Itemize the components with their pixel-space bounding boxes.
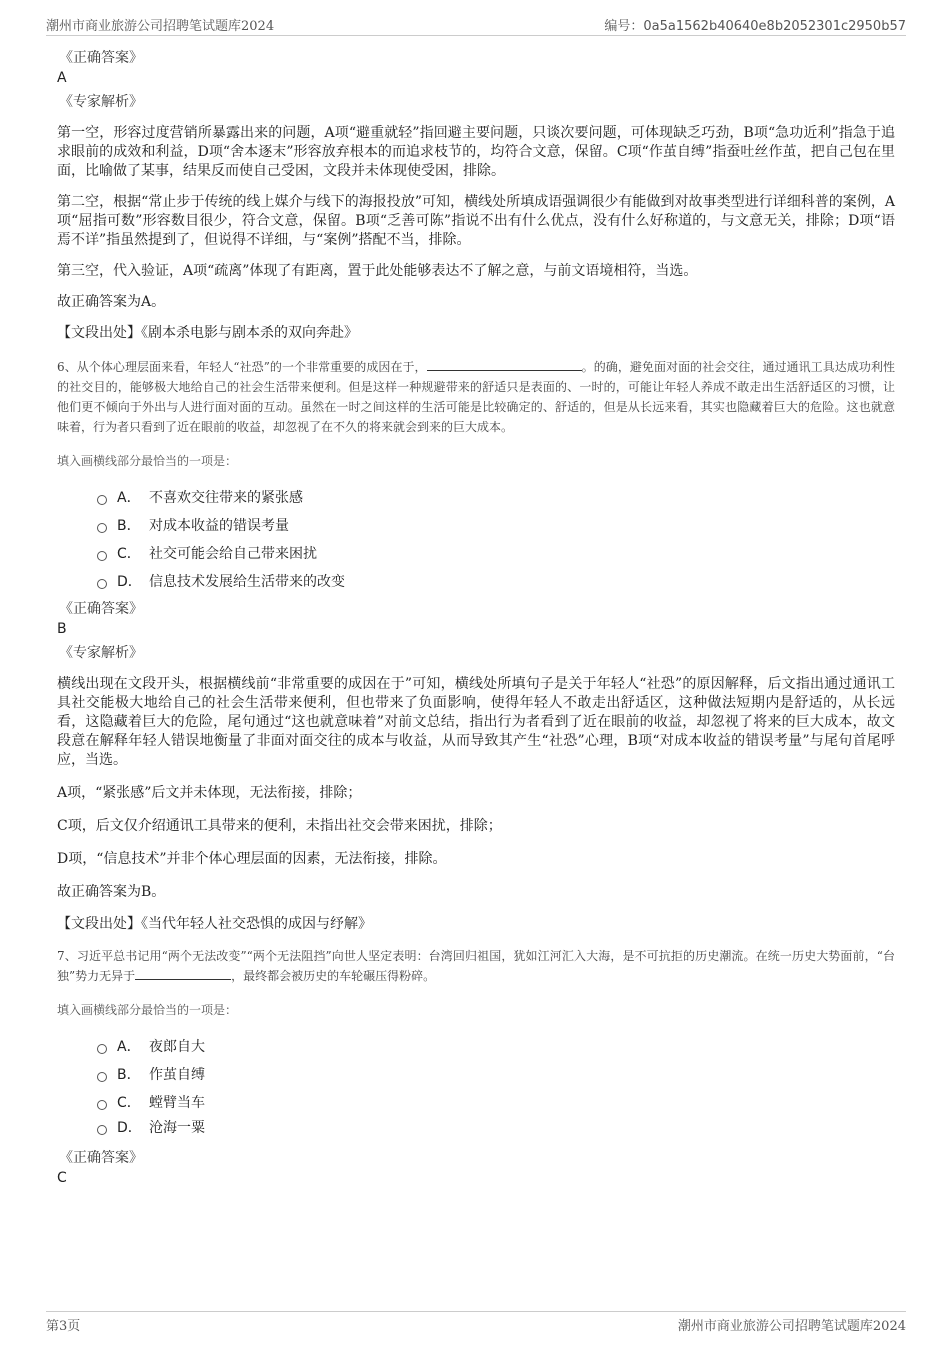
option-d[interactable] [97, 1116, 895, 1138]
radio-icon[interactable] [97, 579, 107, 589]
question-7-text-before: 7、习近平总书记用“两个无法改变”“两个无法阻挡”向世人坚定表明：台湾回归祖国，犹如江河汇入大海，是不可抗拒的历史潮流。在统一历史大势面前，“台独”势力无异于 [57, 949, 895, 983]
option-letter: D． [117, 1120, 142, 1136]
footer-title: 潮州市商业旅游公司招聘笔试题库2024 [677, 1319, 906, 1334]
option-c[interactable] [97, 1088, 895, 1116]
option-letter: A． [117, 490, 141, 506]
question-7-text-after: ，最终都会被历史的车轮碾压得粉碎。 [231, 969, 436, 983]
analysis-paragraph: 第一空，形容过度营销所暴露出来的问题，A项“避重就轻”指回避主要问题，只谈次要问题，可体现缺乏巧劲，B项“急功近利”指急于追求眼前的成效和利益，D项“舍本逐末”形容放弃根本的而追求枝节的，均符合文意，保留。C项“作茧自缚”指蚕吐丝作茧，把自己包在里面，比喻做了某事，结果反而使自己受困，文段并未体现使受困，排除。 [57, 125, 895, 179]
option-a[interactable] [97, 1032, 895, 1060]
question-7-text [57, 946, 895, 986]
option-text: 不喜欢交往带来的紧张感 [149, 490, 303, 506]
header-code-value: 0a5a1562b40640e8b2052301c2950b57 [643, 19, 906, 34]
radio-icon[interactable] [97, 551, 107, 561]
analysis-paragraph: D项，“信息技术”并非个体心理层面的因素，无法衔接，排除。 [57, 851, 447, 867]
source-citation: 【文段出处】《当代年轻人社交恐惧的成因与纾解》 [57, 916, 372, 932]
answer-label: 《正确答案》 [59, 50, 143, 66]
option-b[interactable] [97, 511, 895, 539]
analysis-paragraph: 故正确答案为A。 [57, 294, 166, 310]
radio-icon[interactable] [97, 1125, 107, 1135]
header-title: 潮州市商业旅游公司招聘笔试题库2024 [46, 19, 275, 34]
question-7-blank [135, 967, 231, 980]
analysis-label: 《专家解析》 [59, 94, 143, 110]
analysis-paragraph: A项，“紧张感”后文并未体现，无法衔接，排除； [57, 785, 362, 801]
footer-page-number: 第3页 [46, 1319, 81, 1334]
header-code [604, 15, 906, 34]
analysis-paragraph: C项，后文仅介绍通讯工具带来的便利，未指出社交会带来困扰，排除； [57, 818, 502, 834]
option-text: 对成本收益的错误考量 [149, 518, 289, 534]
radio-icon[interactable] [97, 495, 107, 505]
correct-answer: A [57, 70, 67, 86]
option-letter: C． [117, 1095, 141, 1111]
correct-answer: C [57, 1170, 67, 1186]
radio-icon[interactable] [97, 523, 107, 533]
analysis-paragraph: 故正确答案为B。 [57, 884, 166, 900]
option-d[interactable] [97, 567, 895, 595]
question-6-text-after: 。的确，避免面对面的社会交往，通过通讯工具达成功利性的社交目的，能够极大地给自己的社会生活带来便利。但是这样一种规避带来的舒适只是表面的、一时的，可能让年轻人养成不敢走出生活舒适区的习惯，让他们更不倾向于外出与人进行面对面的互动。虽然在一时之间这样的生活可能是比较确定的、舒适的，但是从长远来看，其实也隐藏着巨大的危险。这也就意味着，行为者只看到了近在眼前的收益，却忽视了在不久的将来就会到来的巨大成本。 [57, 360, 895, 434]
radio-icon[interactable] [97, 1044, 107, 1054]
question-6-text [57, 357, 895, 437]
header-code-label: 编号： [604, 19, 644, 34]
option-letter: D． [117, 574, 142, 590]
option-letter: C． [117, 546, 141, 562]
analysis-paragraph: 横线出现在文段开头，根据横线前“非常重要的成因在于”可知，横线处所填句子是关于年轻人“社恐”的原因解释，后文指出通过通讯工具社交能极大地给自己的社会生活带来便利，但也带来了负面影响，使得年轻人不敢走出舒适区，这种做法短期内是舒适的，从长远看，这隐藏着巨大的危险，尾句通过“这也就意味着”对前文总结，指出行为者看到了近在眼前的收益，却忽视了将来的巨大成本，故文段意在解释年轻人错误地衡量了非面对面交往的成本与收益，从而导致其产生“社恐”心理，B项“对成本收益的错误考量”与尾句首尾呼应，当选。 [57, 676, 895, 768]
option-a[interactable] [97, 483, 895, 511]
option-text: 作茧自缚 [149, 1067, 205, 1083]
question-7-options [97, 1032, 895, 1138]
page-header [46, 15, 906, 36]
radio-icon[interactable] [97, 1072, 107, 1082]
option-text: 信息技术发展给生活带来的改变 [149, 574, 345, 590]
correct-answer: B [57, 621, 67, 637]
analysis-paragraph: 第三空，代入验证，A项“疏离”体现了有距离，置于此处能够表达不了解之意，与前文语境相符，当选。 [57, 263, 698, 279]
question-6-options [97, 483, 895, 595]
option-letter: B． [117, 1067, 141, 1083]
answer-label: 《正确答案》 [59, 1150, 143, 1166]
question-7-prompt: 填入画横线部分最恰当的一项是： [57, 1003, 238, 1017]
option-text: 螳臂当车 [149, 1095, 205, 1111]
question-6-prompt: 填入画横线部分最恰当的一项是： [57, 454, 238, 468]
analysis-label: 《专家解析》 [59, 645, 143, 661]
option-text: 夜郎自大 [149, 1039, 205, 1055]
source-citation: 【文段出处】《剧本杀电影与剧本杀的双向奔赴》 [57, 325, 358, 341]
page-footer [46, 1311, 906, 1332]
option-c[interactable] [97, 539, 895, 567]
analysis-paragraph: 第二空，根据“常止步于传统的线上媒介与线下的海报投放”可知，横线处所填成语强调很少有能做到对故事类型进行详细科普的案例，A项“屈指可数”形容数目很少，符合文意，保留。B项“乏善可陈”指说不出有什么优点，没有什么好称道的，与文意无关，排除；D项“语焉不详”指虽然提到了，但说得不详细，与“案例”搭配不当，排除。 [57, 194, 895, 248]
radio-icon[interactable] [97, 1100, 107, 1110]
question-6-text-before: 6、从个体心理层面来看，年轻人“社恐”的一个非常重要的成因在于， [57, 360, 427, 374]
option-letter: A． [117, 1039, 141, 1055]
option-text: 社交可能会给自己带来困扰 [149, 546, 317, 562]
question-6-blank [427, 358, 582, 371]
option-b[interactable] [97, 1060, 895, 1088]
option-letter: B． [117, 518, 141, 534]
answer-label: 《正确答案》 [59, 601, 143, 617]
option-text: 沧海一粟 [149, 1120, 205, 1136]
document-content [57, 48, 895, 1188]
